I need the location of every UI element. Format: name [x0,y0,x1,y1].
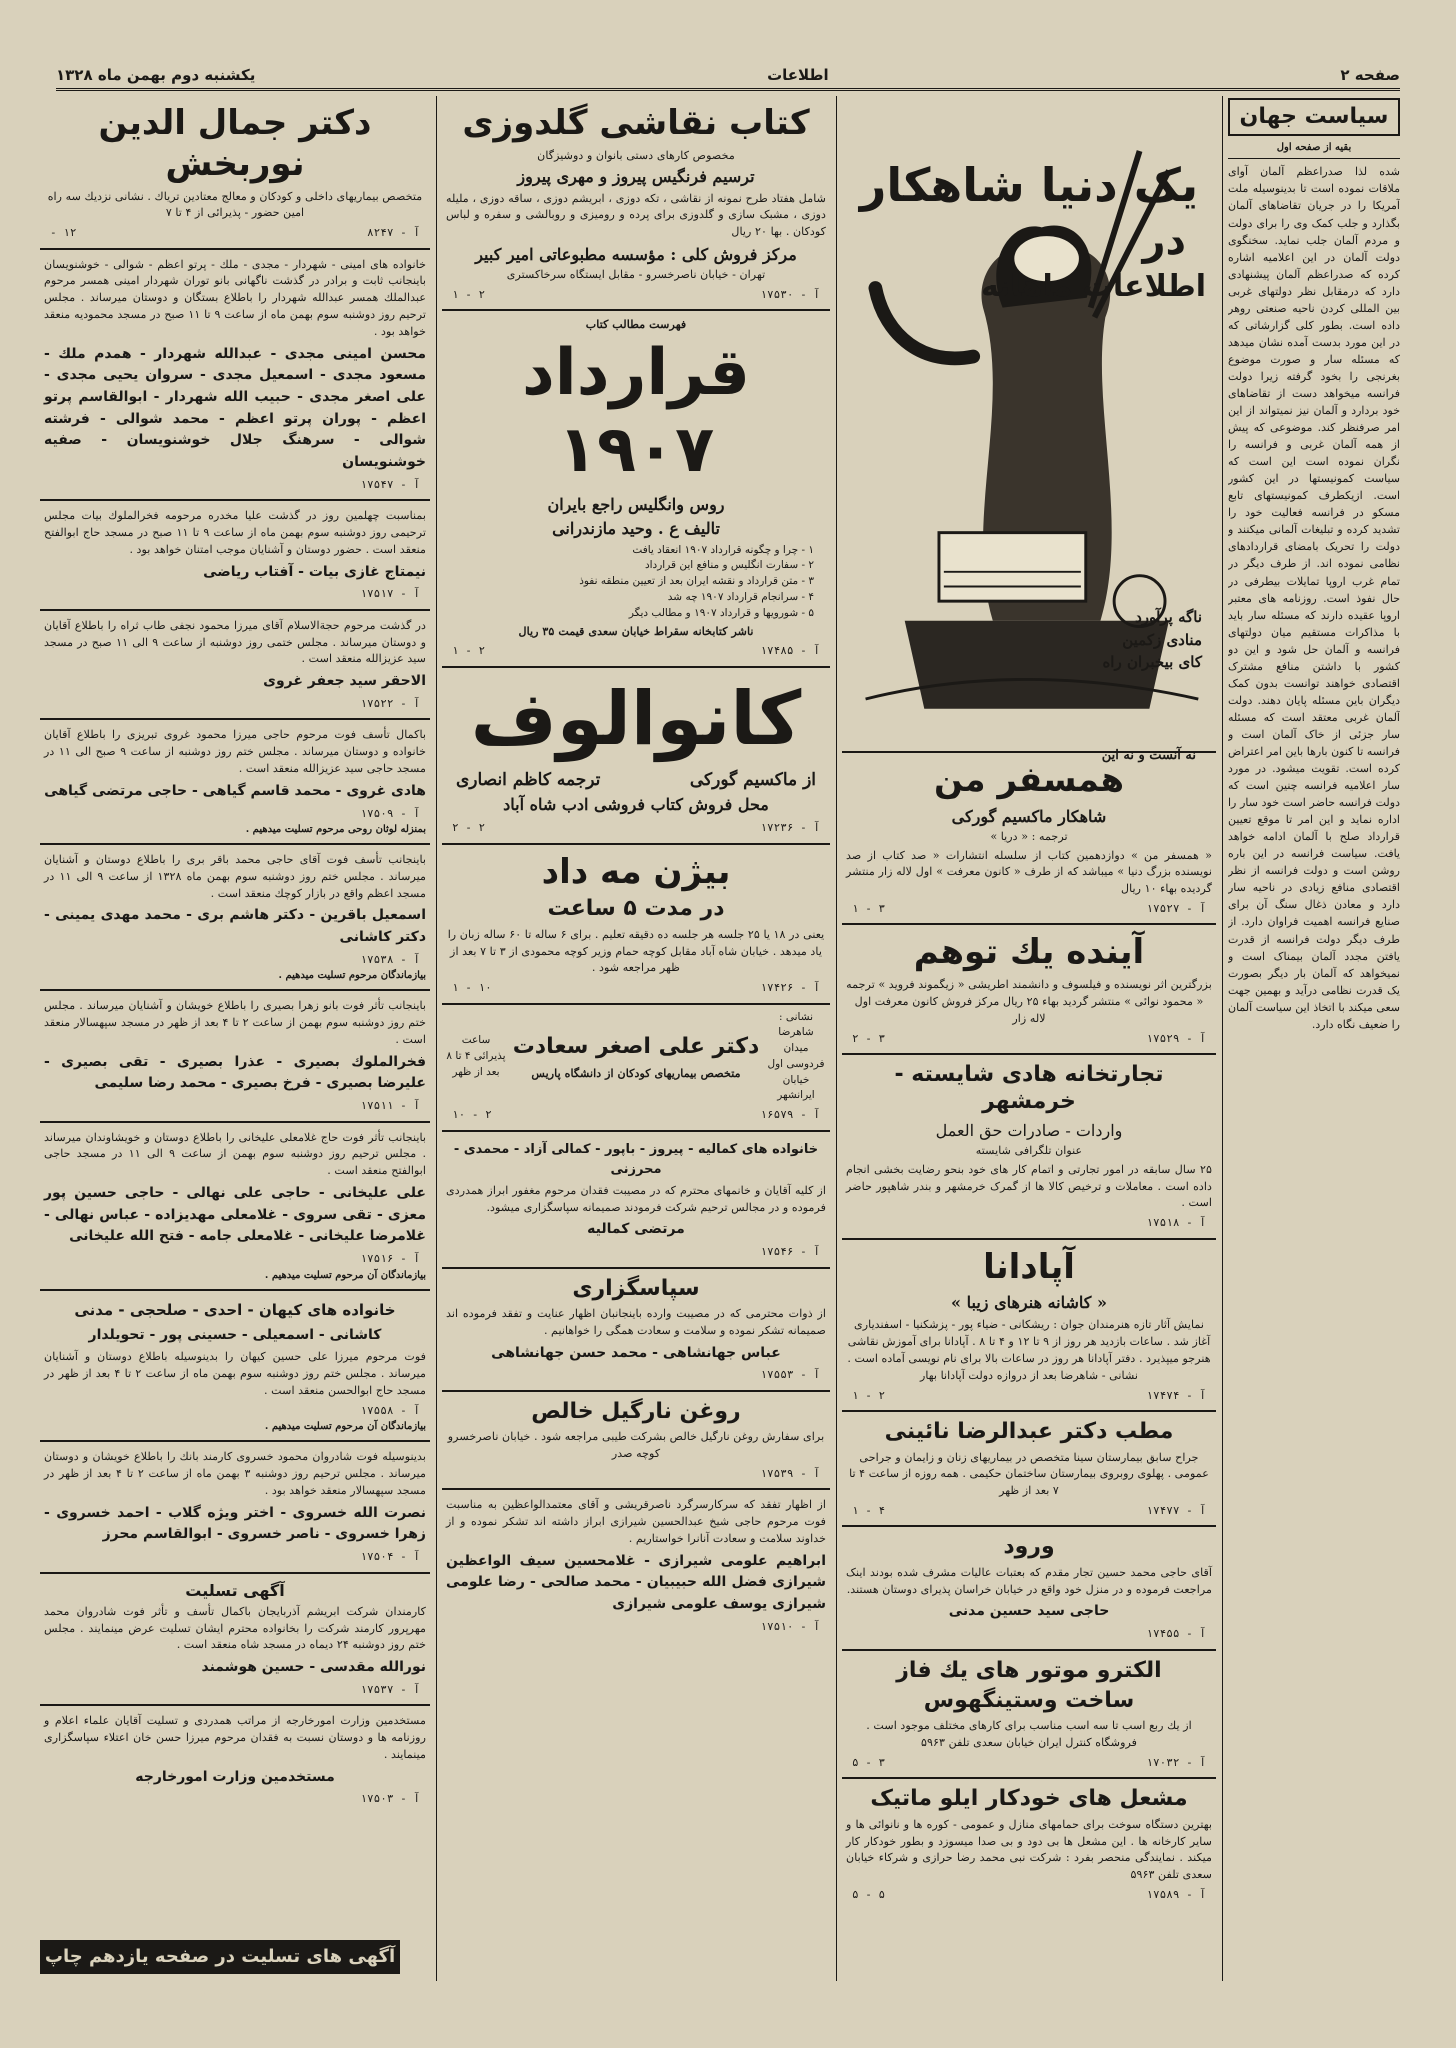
ad-run-count: ۱۰ - ۱ [452,981,492,995]
ad-run-count: ۲ - ۱ [452,287,486,301]
ad-doctor-nourbakhsh [40,96,430,250]
caption-line: ناگه پرآورد [1135,608,1202,626]
ad-konovalov [442,668,830,845]
notice-bari [40,845,430,991]
ad-ref-number: آ - ۱۷۴۸۵ [760,644,820,658]
ad-body: ۲۵ سال سابقه در امور تجارتی و اتمام کار های خود بنحو رضایت بخشی انجام داده است . معاملات و ترخیص کالا ها از گمرک خرمشهر و بندر شاهپور حاضر است . [846,1162,1212,1210]
ad-distributor: مرکز فروش کلی : مؤسسه مطبوعاتی امیر کبیر [475,244,797,264]
promo-headline [842,156,1216,309]
ad-ref-number: آ - ۱۷۵۳۸ [360,952,420,966]
ad-ref-number: آ - ۱۷۵۲۲ [360,696,420,710]
ad-clinic-naini [842,1412,1216,1527]
ad-ref-number: آ - ۱۷۵۳۹ [760,1466,820,1480]
ad-author: از ماکسیم گورکی [689,769,816,790]
notice-body: از اظهار تفقد که سرکارسرگرد ناصرقریشی و آقای معتمدالواعظین به مناسبت فوت مرحوم حاجی شیخ عبدالحسین شیرازی ابراز داشته اند تشکر نموده و از خداوند سلامت و سعادت آنانرا خواستاریم . [446,1498,826,1545]
notice-condolence: بیازماندگان آن مرحوم تسلیت میدهیم . [264,1421,426,1433]
notice-signatures: نصرت الله خسروی - اختر ویژه گلاب - احمد خسروی - زهرا خسروی - ناصر خسروی - ابوالقاسم محرز [44,1504,426,1543]
ad-body: بزرگترین اثر نویسنده و فیلسوف و دانشمند اطریشی « زیگموند فروید » ترجمه « محمود نوائی » منتشر گردید بهاء ۲۵ ریال مرکز فروش کانون معرفت اول لاله زار [846,978,1212,1025]
ad-title: تجارتخانه هادی شایسته - خرمشهر [894,1062,1164,1114]
ad-telegraph: عنوان تلگرافی شایسته [975,1143,1083,1157]
doctor-address: نشانی : شاهرضا میدان فردوسی اول خیابان ایرانشهر [767,1010,825,1102]
ad-ref-number: آ - ۱۷۴۲۶ [760,981,820,995]
ad-body: متخصص بیماریهای داخلی و کودکان و معالج معتادین تریاك . نشانی نزدیك سه راه امین حضور - پذیرائی از ۴ تا ۷ [47,189,423,220]
notice-khosravi [40,1442,430,1573]
ad-run-count: ۳ - ۱ [852,901,886,915]
ad-code [44,696,426,713]
notice-body: فوت مرحوم میرزا علی حسین کیهان را بدینوسیله باطلاع دوستان و آشنایان میرساند . مجلس ختم روز دوشنبه سوم بهمن ماه از ساعت ۲ تا ۴ بعد از ظهر در مسجد حاج ابوالحسن منعقد است . [44,1350,426,1398]
notice-body: بمناسبت چهلمین روز در گذشت عليا مخدره مرحومه فخرالملوك بيات مجلس ترحيمی روز دوشنبه سوم بهمن ماه از ساعت ۹ تا ۱۱ صبح در مسجد حاج ابوالفتح منعقد است . حضور دوستان و آشنایان موجب امتنان خواهد بود . [44,509,426,556]
ad-title: بیژن مه داد [541,851,731,892]
ad-ref-number: آ - ۱۷۵۰۳ [360,1792,420,1806]
contents-item: ۴ - سرانجام قرارداد ۱۹۰۷ چه شد [667,590,814,603]
ad-store: محل فروش کتاب فروشی ادب شاه آباد [503,795,769,815]
ad-run-count: ۳ - ۵ [852,1755,886,1769]
notice-signatures: اسمعیل باقرین - دکتر هاشم بری - محمد مهدی یمینی - دکتر کاشانی [44,907,426,946]
ad-authors: ترسیم فرنگیس پیروز و مهری پیروز [517,166,755,186]
ad-code [846,1031,1212,1048]
ad-ref-number: آ - ۱۷۵۲۷ [1146,901,1206,915]
notice-title: آگهی تسلیت [185,1580,285,1600]
ad-ref-number: آ - ۱۷۵۲۹ [1146,1031,1206,1045]
ad-run-count: ۵ - ۵ [852,1888,886,1902]
ad-code [846,901,1212,918]
ad-body: برای سفارش روغن نارگیل خالص بشرکت طیبی مراجعه شود . خیابان ناصرخسرو کوچه صدر [447,1430,825,1461]
ad-run-count: ۳ - ۲ [852,1031,886,1045]
notice-body: باکمال تأسف فوت مرحوم حاجی میرزا محمود غروی تبریزی را باطلاع آقایان خانواده و دوستان میرساند . مجلس ختم روز دوشنبه از ساعت ۹ صبح الی ۱۱ در مسجد حاجی سید عزیزالله منعقد است . [44,728,426,776]
contents-item: ۱ - چرا و چگونه قرارداد ۱۹۰۷ انعقاد یافت [632,543,814,556]
ad-translator: ترجمه کاظم انصاری [456,769,601,790]
ad-code [44,477,426,494]
notice-signatures: هادی غروی - محمد قاسم گیاهی - حاجی مرتضی گیاهی [44,782,426,799]
column-ads-middle [442,96,830,1981]
column-rule [836,96,837,1981]
ad-body: آقای حاجی محمد حسین تجار مقدم که بعتبات عالیات مشرف شده بودند اینک مراجعت فرموده و در منزل خود واقع در خیابان خراسان پذیرای دوستان هستند. [846,1565,1212,1596]
ad-code [44,806,426,823]
notice-basiri [40,991,430,1122]
ad-doctor-saadat [442,1005,830,1132]
ad-body: نمایش آثار تازه هنرمندان جوان : ریشکانی - ضیاء پور - پزشکنیا - اسفندیاری آغاز شد . ساعات بازدید هر روز از ۹ تا ۱۲ و ۴ تا ۸ . آپادانا برای آموزش نقاشی هنرجو میپذیرد . دفتر آپادانا هر روز در ساعات بالا برای نام نویسی آماده است . نشانی - شاهرضا بعد از دروازه دولت آپادانا بهار [847,1318,1211,1382]
ad-run-count: ۲ - ۱ [452,644,486,658]
ad-title: مطب دکتر عبدالرضا نائینی [884,1419,1174,1445]
page-header [56,62,1400,91]
ad-title: روغن نارگیل خالص [531,1398,741,1424]
ad-subtitle: ساخت وستینگهوس [923,1687,1135,1713]
ad-arrival [842,1527,1216,1650]
notice-body: باینجانب تأسف فوت آقای حاجی محمد باقر بری را باطلاع دوستان و آشنایان میرساند . مجلس ختم روز دوشنبه سوم بهمن ماه ۱۳۲۸ از ساعت ۹ الی ۱۱ در مسجد اعظم واقع در بازار کوچك منعقد است . [44,853,426,900]
promo-signature: نه آنست و نه این [1101,748,1196,763]
newspaper-name: اطلاعات [767,66,829,84]
ad-ref-number: آ - ۱۷۵۱۷ [360,587,420,601]
ad-code [446,1367,826,1384]
ad-trading-house [842,1055,1216,1239]
ad-ref-number: آ - ۱۷۵۴۷ [360,477,420,491]
notice-families: کاشانی - اسمعیلی - حسینی پور - تحویلدار [88,1326,382,1343]
ad-code [846,1755,1212,1772]
notice-signature: مرتضی کمالیه [587,1221,685,1238]
ad-code [44,1791,426,1808]
ad-ref-number: آ - ۸۲۴۷ [367,226,420,240]
notice-body: در گذشت مرحوم حجةالاسلام آقای میرزا محمود نجفی طاب ثراه را باطلاع آقایان و دوستان میرساند . مجلس ختمی روز دوشنبه از ساعت ۹ الی ۱۱ صبح در مسجد سید عزیزالله منعقد است . [44,618,426,666]
notice-signature: الاحقر سید جعفر غروی [263,673,426,690]
ad-code [446,1466,826,1483]
ad-electro-motors [842,1651,1216,1780]
ad-run-count: ۲ - ۱۰ [452,1108,492,1122]
ad-ref-number: آ - ۱۷۵۳۷ [360,1682,420,1696]
notice-body: بدینوسیله فوت شادروان محمود خسروی کارمند بانك را باطلاع خویشان و دوستان میرساند . مجلس ترحیم روز دوشنبه ۳ بهمن ماه از ساعت ۲ تا ۴ بعد از ظهر در مسجد سپهسالار منعقد خواهد بود . [44,1450,426,1497]
notice-kamalieh-family [442,1132,830,1269]
ad-subtitle: واردات - صادرات حق العمل [935,1120,1123,1140]
ad-title: کانوالوف [470,675,802,762]
notice-signature: عباس جهانشاهی - محمد حسن جهانشاهی [491,1344,781,1361]
ad-code [44,1251,426,1268]
ad-code [846,1626,1212,1643]
ad-code [446,1244,826,1261]
ad-credits [446,768,826,794]
ad-run-count: ۲ - ۲ [452,821,486,835]
notice-condolence: بمنزله لوثان روحی مرحوم تسلیت میدهیم . [245,824,426,836]
caption-line: منادی زکمین [1122,630,1202,649]
ad-title: دکتر علی اصغر سعادت [512,1034,760,1060]
page-number: صفحه ۲ [1340,66,1400,84]
magazine-promo [842,96,1216,763]
ad-title: آینده یك توهم [913,932,1145,973]
doctor-specialty: متخصص بیماریهای کودکان از دانشگاه پاریس [531,1065,741,1080]
notice-body: خانواده های امینی - شهردار - مجدی - ملك - پرتو اعظم - شوالی - خوشنویسان باینجانب ثابت و برادر در گذشت ناگهانی بانو توران شهردار امینی همسر مرحوم عبدالملك همسر عبدالله شهردار را باطلاع بستگان و دوستان میرساند . مجلس ترحیم روز دوشنبه سوم بهمن ماه از ساعت ۹ تا ۱۱ صبح در مسجد محمودیه منعقد خواهد بود . [44,257,426,338]
notice-foreign-ministry [40,1706,430,1814]
ad-ref-number: آ - ۱۷۵۵۸ [360,1403,420,1417]
ad-code [44,1403,426,1420]
doctor-layout [446,1010,826,1105]
ad-ref-number: آ - ۱۷۵۰۴ [360,1550,420,1564]
notice-condolence: بیازماندگان مرحوم تسلیت میدهیم . [278,970,426,982]
ad-ref-number: آ - ۱۷۵۳۰ [760,287,820,301]
notice-body: از کلیه آقایان و خانمهای محترم که در مصیبت فقدان مرحوم مغفور ابراز همدردی فرموده و در مجالس ترحیم شرکت فرمودند صمیمانه سپاسگزاری میشود. [446,1183,826,1214]
section-title: سیاست جهان [1228,98,1400,136]
condolences-page-banner: آگهی های تسلیت در صفحه یازدهم چاپ شده [40,1940,400,1974]
doctor-center [512,1032,760,1081]
ad-code [44,1549,426,1566]
ad-ref-number: آ - ۱۷۰۳۲ [1146,1755,1206,1769]
notice-condolence: بیازماندگان آن مرحوم تسلیت میدهیم . [264,1269,426,1281]
contents-item: ۵ - شورویها و قرارداد ۱۹۰۷ و مطالب دیگر [628,606,814,619]
ad-pretitle: فهرست مطالب کتاب [585,317,687,332]
ad-run-count: ۴ - ۱ [852,1503,886,1517]
ad-run-count: ۲ - ۱ [852,1388,886,1402]
ad-title: الکترو موتور های یك فاز [896,1657,1162,1683]
ad-ref-number: آ - ۱۷۵۱۶ [360,1252,420,1266]
caption-line: کای بیخبران راه [1102,653,1202,671]
ad-code [446,1107,826,1124]
ad-coconut-oil [442,1392,830,1490]
notice-signatures: محسن امینی مجدی - عبدالله شهردار - همدم ملك - مسعود مجدی - اسمعیل مجدی - سروان یحیی مجدی - علی اصغر مجدی - حبیب الله شهردار - ابوالقاسم پرتو اعظم - پوران پرتو اعظم - محمد شوالی - فرشته شوالی - سرهنگ جلال خوشنویسان - صفیه خوشنویسان [44,345,426,471]
ad-code [446,980,826,997]
notice-title: خانواده های کیهان - احدی - صلحجی - مدنی [74,1300,396,1319]
ad-title: آپادانا [983,1246,1075,1287]
ad-ref-number: آ - ۱۷۵۸۹ [1146,1888,1206,1902]
notice-shirazi [442,1490,830,1641]
ad-treaty-1907 [442,311,830,667]
ad-ref-number: آ - ۱۷۴۵۵ [1146,1627,1206,1641]
ad-address: تهران - خیابان ناصرخسرو - مقابل ایستگاه سرخاکستری [506,267,766,281]
notice-signatures: نورالله مقدسی - حسین هوشمند [201,1659,426,1676]
ad-ref-number: آ - ۱۷۵۵۳ [760,1368,820,1382]
ad-ref-number: آ - ۱۷۵۱۸ [1146,1216,1206,1230]
ad-subtitle: در مدت ۵ ساعت [547,896,725,922]
notice-silk-company [40,1574,430,1707]
ad-embroidery-book [442,96,830,311]
column-rule [436,96,437,1981]
ad-author: شاهکار ماکسیم گورکی [951,806,1107,826]
notice-gharavi [40,720,430,845]
ad-ref-number: آ - ۱۷۲۳۶ [760,821,820,835]
ad-title: کتاب نقاشی گلدوزی [462,103,810,143]
column-ads-right [842,96,1216,1981]
ad-code [44,1682,426,1699]
ad-title: مشعل های خودکار ایلو ماتیک [870,1786,1188,1812]
ad-code [44,586,426,603]
notice-signature: مستخدمین وزارت امورخارجه [135,1768,335,1785]
notice-body: کارمندان شرکت ابریشم آذربایجان باکمال تأسف و تأثر فوت شادروان محمد مهرپرور کارمند شرکت را بخانواده محترم ایشان تسلیت عرض مینمایند . مجلس ختم روز دوشنبه ۲۴ دیماه در مسجد شاه منعقد است . [44,1604,426,1652]
ad-apadana [842,1240,1216,1412]
notice-body: مستخدمین وزارت امورخارجه از مراتب همدردی و تسلیت آقایان علماء اعلام و روزنامه ها و دوستان نسبت به فقدان مرحوم میرزا حسن خان اعتلاء سپاسگزاری مینمایند . [44,1714,426,1761]
ad-bizhan-mehdad [442,845,830,1005]
ad-code [44,952,426,969]
ad-future-illusion [842,925,1216,1055]
ad-title: همسفر من [933,760,1125,800]
ad-code [446,643,826,660]
ad-ref-number: آ - ۱۷۵۴۶ [760,1245,820,1259]
notice-kayhan-families [40,1291,430,1443]
ad-publisher: ناشر کتابخانه سقراط خیابان سعدی قیمت ۳۵ ریال [518,624,754,639]
ad-novel-hamsafar [842,753,1216,925]
notice-title: خانواده های کمالیه - پیروز - باپور - کمالی آزاد - محمدی - محرزنی [453,1141,819,1177]
ad-code [446,1619,826,1636]
column-rule [1222,96,1223,1981]
ad-body: یعنی در ۱۸ یا ۲۵ جلسه هر جلسه ده دقیقه تعلیم . برای ۶ ساله تا ۶۰ ساله زبان را یاد میدهد . خیابان شاه آباد مقابل کوچه حمام وزیر کوچه محمودی از ۳ تا ۷ بعد از ظهر مراجعه شود . [447,927,825,975]
notice-body: باینجانب تأثر فوت بانو زهرا بصیری را باطلاع خویشان و آشنایان میرساند . مجلس ختم روز دوشنبه سوم بهمن از ساعت ۲ تا ۴ بعد از ظهر در مسجد سپهسالار منعقد است . [44,999,426,1046]
promo-line-1: یک دنیا شاهکار [859,158,1199,212]
doctor-hours: ساعت پذیرائی ۴ تا ۸ بعد از ظهر [446,1034,506,1078]
ad-title: ورود [1003,1534,1055,1560]
notice-body: باینجانب تأثر فوت حاج غلامعلی علیخانی را باطلاع دوستان و خویشاوندان میرساند . مجلس ترحیم روز دوشنبه سوم بهمن از ساعت ۹ الی ۱۱ در مسجد حاجی ابوالفتح منعقد است . [44,1130,426,1178]
ad-ref-number: آ - ۱۷۵۱۱ [360,1099,420,1113]
promo-line-3: اطلاعات ماهانه [980,269,1206,305]
ad-title: قرارداد ۱۹۰۷ [521,336,751,487]
ad-body: « همسفر من » دوازدهمین کتاب از سلسله انتشارات « صد کتاب از صد نویسنده بزرگ دنیا » میباشد که از طرف « کانون معرفت » اول لاله زار منتشر گردیده بهاء ۱۰ ریال [846,848,1212,896]
ad-run-count: ۱۲ - [50,226,77,240]
ad-translator: ترجمه : « دریا » [990,829,1068,843]
notice-gratitude [442,1269,830,1392]
ad-subtitle: « کاشانه هنرهای زیبا » [951,1293,1107,1313]
promo-caption [1102,606,1202,674]
ad-burner [842,1779,1216,1909]
ad-code [846,1388,1212,1405]
issue-date: یکشنبه دوم بهمن ماه ۱۳۲۸ [56,66,256,84]
ad-author: تالیف ع . وحید مازندرانی [552,518,720,538]
notice-signatures: فخرالملوك بصیری - عذرا بصیری - تقی بصیری - علیرضا بصیری - فرخ بصیری - محمد رضا سلیمی [44,1053,426,1092]
ad-body: بهترین دستگاه سوخت برای حمامهای منازل و عمومی - کوره ها و نانوائی ها و سایر کارخانه ها . این مشعل ها بی دود و بی صدا میسوزد و بطور خودکار کار میکند . نمایندگی منحصر بفرد : شرکت نبی محمد رضا حرازی و شرکاء خیابان سعدی تلفن ۵۹۶۳ [846,1817,1212,1882]
continued-note: بقیه از صفحه اول [1228,140,1400,159]
contents-item: ۲ - سفارت انگلیس و منافع این قرارداد [644,559,814,572]
ad-subtitle: مخصوص کارهای دستی بانوان و دوشیزگان [537,148,735,162]
notice-title: سپاسگزاری [572,1275,700,1301]
ad-code [44,1098,426,1115]
ad-ref-number: آ - ۱۷۴۷۴ [1146,1388,1206,1402]
notice-alikhani [40,1123,430,1291]
column-condolences [40,96,430,1934]
ad-code [846,1887,1212,1904]
ad-code [446,287,826,304]
ad-subtitle: روس وانگلیس راجع بایران [547,494,725,514]
ad-ref-number: آ - ۱۷۴۷۷ [1146,1503,1206,1517]
ad-code [44,225,426,242]
notice-signatures: علی علیخانی - حاجی علی نهالی - حاجی حسین پور معزی - تقی سروی - غلامعلی مهدیزاده - عباس نهالی - غلامرضا علیخانی - غلامعلی جامه - فتح الله علیخانی [44,1184,426,1245]
notice-signatures: نیمتاج غازی بیات - آفتاب ریاضی [203,563,426,580]
notice-amini-family [40,250,430,502]
ad-title: دکتر جمال الدین نوربخش [98,103,372,184]
contents-list [446,543,826,622]
notice-signatures: ابراهیم علومی شیرازی - غلامحسین سیف الواعظین شیرازی فضل الله حبیبیان - محمد صالحی - رضا علومی شیرازی یوسف علومی شیرازی [446,1552,826,1613]
ad-body: شامل هفتاد طرح نمونه از نقاشی ، تکه دوزی ، ابریشم دوزی ، ساقه دوزی ، مليله دوزی ، مشبک سازی و گلدوزی برای پرده و رومیزی و روبالشی و سفره و لباس کودکان . بها ۲۰ ریال [446,191,826,239]
column-world-politics [1228,96,1400,1981]
ad-code [846,1215,1212,1232]
ad-signature: حاجی سید حسین مدنی [948,1603,1110,1620]
notice-body: از ذوات محترمی که در مصیبت وارده باینجانبان اظهار عنایت و تفقد فرموده اند صمیمانه تشکر نموده و سلامت و سعادت همگی را خواهانیم . [446,1307,826,1337]
ad-ref-number: آ - ۱۶۵۷۹ [760,1108,820,1122]
ad-ref-number: آ - ۱۷۵۰۹ [360,806,420,820]
notice-bayat [40,501,430,611]
ad-body: جراح سابق بیمارستان سینا متخصص در بیماریهای زنان و زایمان و جراحی عمومی . پهلوی روبروی بیمارستان ساختمان حکیمی . همه روزه از ساعت ۴ تا ۷ بعد از ظهر [849,1450,1209,1498]
ad-code [846,1503,1212,1520]
ad-code [446,820,826,837]
promo-line-2: در [1142,218,1186,265]
ad-ref-number: آ - ۱۷۵۱۰ [760,1619,820,1633]
article-body: شده لذا صدراعظم آلمان آوای ملاقات نموده است تا بدینوسیله ملت آمریکا را در جریان تقاضاهای آلمان بگذارد و جلب کمک وی را برای دولت و مردم آلمان جلب نماید. سخنگوی دولت آلمان در این اعلامیه اشاره کرده که صدراعظم آلمان پیشنهادی دارد که درمقابل نظر دولتهای غربی بین المللی کردن ناحیه صنعتی روهر داده است. بطور کلی گزارشاتی که در این مورد بدست آمده نشان میدهد که مسئله سار و صورت موضوع بغرنجی را بخود گرفته زیرا دولت فرانسه میخواهد دست از تقاضاهای خود بردارد و آلمان نیز نمیتواند از این امر صرفنظر کند. موضوعی که پیش از همه آلمان غربی و فرانسه را نگران نموده است این است که سیاست کمونیستها در این کشور است. ازیکطرف کمونیستهای تابع مسکو در فرانسه فعالیت خود را تشدید کرده و تبلیغات آلمانی میکنند و دولت را تحریک بامضای قراردادهای نظامی نموده اند. از طرف دیگر در تمام غرب اروپا تمایلات بیطرفی در حال نفوذ است. روزنامه های معتبر اروپا عقیده دارند که مسئله سار باید با مذاکرات مستقیم میان دولتهای فرانسه و آلمان حل شود و این دو کشور با داشتن منافع مشترک اقتصادی خواهند توانست بدون کمک دیگران باین مسئله پایان دهند. دولت آلمان غربی معتقد است که مسئله سار جزئی از خاک آلمان است و فرانسه تا کنون بارها باین امر اعتراض کرده است. تقویت میشود. در مورد سار اعلامیه فرانسه چنین است که دولت فرانسه حاضر است خود سار را اداره نماید و این امر تا موقع تعیین قرارداد صلح با آلمان ادامه خواهد یافت. سیاست فرانسه در این باره روشن است و دولت فرانسه از نظر اقتصادی منافع زیادی در ناحیه سار دارد و معادن ذغال سنگ آن برای صنایع فرانسه اهمیت فراوان دارد. از طرف دیگر دولت فرانسه از قدرت یافتن مجدد آلمان بیمناک است و نمیخواهد که آلمان بار دیگر بصورت یک قدرت نظامی درآید و بهمین جهت سعی میکند با اتخاذ این سیاست آلمان را ضعیف نگاه دارد. [1228,165,1400,1031]
ad-body: از یك ربع اسب تا سه اسب مناسب برای کارهای مختلف موجود است . فروشگاه کنترل ایران خیابان سعدی تلفن ۵۹۶۳ [866,1719,1192,1750]
contents-item: ۳ - متن قرارداد و نقشه ایران بعد از تعیین منطقه نفوذ [579,575,814,588]
notice-najafi [40,611,430,721]
